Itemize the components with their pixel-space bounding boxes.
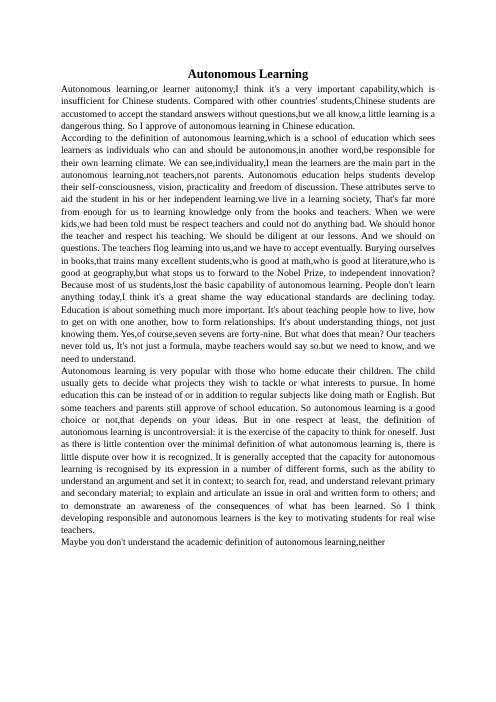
document-body <box>61 84 435 550</box>
paragraph-1: Autonomous learning,or learner autonomy,I think it's a very important capability,which is insufficient for Chinese students. Compared with other countries' students,Chinese students are accustomed to accept the standard answers without questions,but we all know,a little learning is a dangerous thing. So I approve of autonomous learning in Chinese education. <box>61 84 435 132</box>
paragraph-2: According to the definition of autonomous learning,which is a school of education which sees learners as individuals who can and should be autonomous,in another word,be responsible for their own learning climate. We can see,individuality,I mean the learners are the main part in the autonomous learning,not teachers,not parents. Autonomous education helps students develop their self-consciousness, vision, practicality and freedom of discussion. These attributes serve to aid the student in his or her independent learning.we live in a learning society, That's far more from enough for us to learning knowledge only from the books and teachers. When we were kids,we had been told must be respect teachers and could not do anything bad. We should honor the teacher and respect his teaching. We should be diligent at our lessons. And we should on questions. The teachers flog learning into us,and we have to accept eventually. Burying ourselves in books,that trains many excellent students,who is good at math,who is good at literature,who is good at geography,but what stops us to forward to the Nobel Prize, to independent innovation? Because most of us students,lost the basic capability of autonomous learning. People don't learn anything today,I think it's a great shame the way educational standards are declining today. Education is about something much more important. It's about teaching people how to live, how to get on with one another, how to form relationships. It's about understanding things, not just knowing them. Yes,of course,seven sevens are forty-nine. But what does that mean? Our teachers never told us, It's not just a formula, maybe teachers would say so.but we need to know, and we need to understand. <box>61 133 435 365</box>
paragraph-3: Autonomous learning is very popular with those who home educate their children. The child usually gets to decide what projects they wish to tackle or what interests to pursue. In home education this can be instead of or in addition to regular subjects like doing math or English. But some teachers and parents still approve of school education. So autonomous learning is a good choice or not,that depends on your ideas. But in one respect at least, the definition of autonomous learning is uncontroversial: it is the exercise of the capacity to think for oneself. Just as there is little contention over the minimal definition of what autonomous learning is, there is little dispute over how it is recognized. It is generally accepted that the capacity for autonomous learning is recognised by its expression in a number of different forms, such as the ability to understand an argument and set it in context; to search for, read, and understand relevant primary and secondary material; to explain and articulate an issue in oral and written form to others; and to demonstrate an awareness of the consequences of what has been learned. So I think developing responsible and autonomous learners is the key to motivating students for real wise teachers. <box>61 365 435 536</box>
document-title: Autonomous Learning <box>187 67 309 81</box>
paragraph-4: Maybe you don't understand the academic definition of autonomous learning,neither <box>61 537 386 549</box>
